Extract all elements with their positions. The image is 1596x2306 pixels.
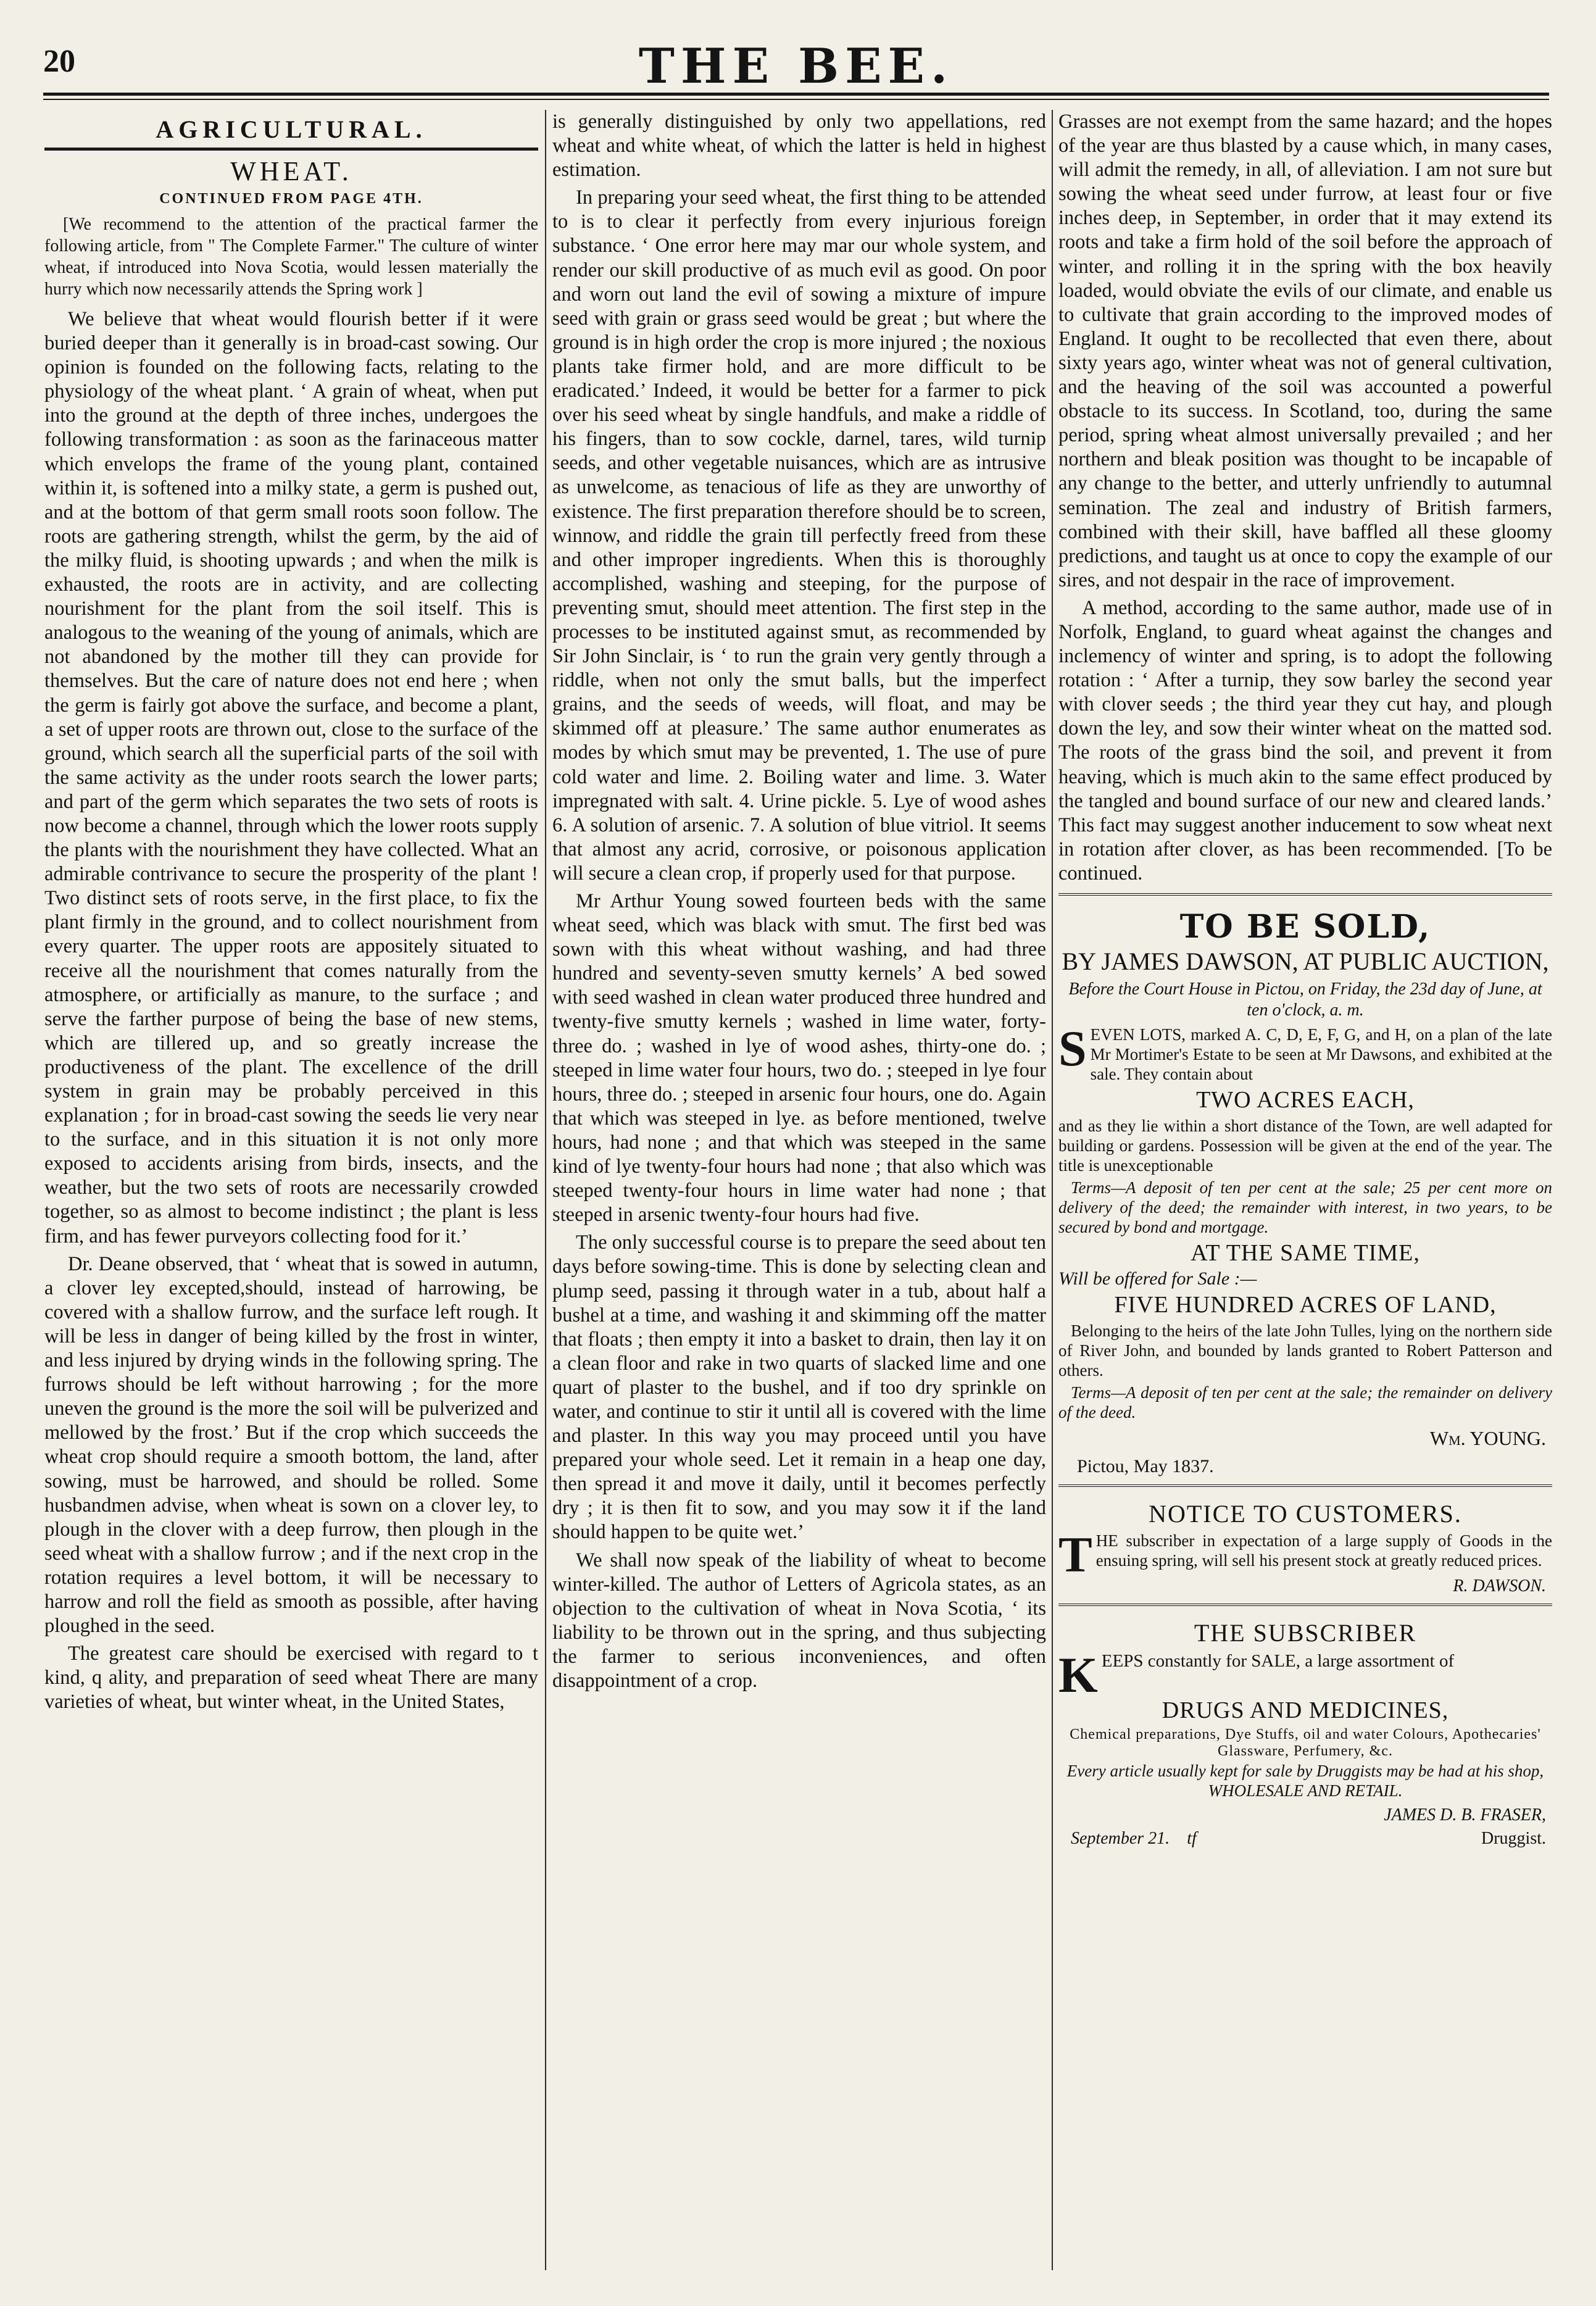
section-rule: [44, 148, 538, 151]
editor-note: [We recommend to the attention of the practical farmer the following article, from " The Complete Farmer." The culture of winter wheat, if introduced into Nova Scotia, would lessen materially the hurry which now necessarily attends the Spring work ]: [44, 215, 538, 299]
article-paragraph: The greatest care should be exercised with regard to t kind, q ality, and preparation of seed wheat There are many varieties of wheat, but winter wheat, in the United States,: [44, 1642, 538, 1713]
drugs-advertisement: [1058, 1618, 1552, 1851]
article-paragraph: Dr. Deane observed, that ‘ wheat that is sowed in autumn, a clover ley excepted,should, instead of harrowing, be covered with a shallow furrow, and the surface left rough. It will be less in danger of being killed by the frost in winter, and less injured by drying winds in the following spring. The furrows should be left without harrowing ; for the more uneven the ground is the more the soil will be pulverized and mellowed by the frost.’ But if the crop which succeeds the wheat crop should require a smooth bottom, the land, after sowing, must be harrowed, and should be rolled. Some husbandmen advise, when wheat is sown on a clover ley, to plough in the clover with a deep furrow, then plough in the seed wheat with a shallow furrow ; and if the next crop in the rotation requires a level bottom, it will be necessary to harrow and roll the field as smooth as possible, after having ploughed in the seed.: [44, 1252, 538, 1638]
ad-body: [1058, 1020, 1552, 1084]
ad-terms-2: Terms—A deposit of ten per cent at the sale; the remainder on delivery of the deed.: [1058, 1383, 1552, 1421]
column-3: [1058, 110, 1552, 2264]
ad-separator: [1058, 893, 1552, 899]
ad-title: TO BE SOLD,: [1179, 908, 1431, 946]
ad-signature: JAMES D. B. FRASER,: [1384, 1805, 1546, 1825]
article-paragraph: Grasses are not exempt from the same hazard; and the hopes of the year are thus blasted by a cause which, in many cases, will admit the remedy, in all, of alleviation. I am not sure but sowing the wheat seed under furrow, at least four or five inches deep, in September, in order that it may extend its roots and take a firm hold of the soil before the approach of winter, and rolling it in the spring with the box heavily loaded, would obviate the evils of our climate, and enable us to cultivate that grain according to the improved modes of England. It ought to be recollected that even there, about sixty years ago, winter wheat was not of general cultivation, and the heaving of the soil was accounted a powerful obstacle to its success. In Scotland, too, during the same period, spring wheat almost universally prevailed ; and her northern and bleak position was thought to be incapable of any change to the better, and utterly unfriendly to autumnal semination. The zeal and industry of British farmers, combined with their skill, have baffled all these gloomy predictions, and taught us at once to copy the example of our sires, and not despair in the race of improvement.: [1058, 110, 1552, 591]
ad-same-time: AT THE SAME TIME,: [1191, 1240, 1420, 1266]
ad-five-hundred: FIVE HUNDRED ACRES OF LAND,: [1114, 1292, 1497, 1318]
ad-line: Every article usually kept for sale by Druggists may be had at his shop, WHOLESALE AND RETAIL.: [1066, 1762, 1544, 1800]
article-paragraph: The only successful course is to prepare the seed about ten days before sowing-time. This is done by selecting clean and plump seed, passing it through water in a tub, about half a bushel at a time, and washing it and skimming off the matter that floats ; then empty it into a basket to drain, then lay it on a clean floor and rake in two quarts of slacked lime and one quart of plaster to the bushel, and if too dry sprinkle on water, and continue to stir it until all is covered with the lime and plaster. In this way you may proceed until you have prepared your whole seed. Let it remain in a heap one day, then spread it and move it daily, until it becomes perfectly dry ; it is then fit to sow, and you may sow it if the land should happen to be quite wet.’: [552, 1231, 1046, 1544]
ad-signature: R. DAWSON.: [1453, 1576, 1546, 1596]
masthead: [43, 38, 1549, 94]
ad-date: [1071, 1829, 1197, 1849]
continued-line: CONTINUED FROM PAGE 4TH.: [159, 191, 423, 207]
article-paragraph: is generally distinguished by only two appellations, red wheat and white wheat, of which the latter is held in highest estimation.: [552, 110, 1046, 181]
column-1: [44, 110, 538, 2264]
ad-date: Pictou, May 1837.: [1077, 1456, 1214, 1476]
masthead-rule: [43, 93, 1549, 96]
column-divider: [545, 110, 546, 2270]
drop-cap: T: [1058, 1526, 1092, 1583]
ad-body: [1058, 1647, 1552, 1703]
article-paragraph: A method, according to the same author, made use of in Norfolk, England, to guard wheat against the changes and inclemency of winter and spring, is to adopt the following rotation : ‘ After a turnip, they sow barley the second year with clover seeds ; the third year they cut hay, and plough down the ley, and sow their winter wheat on the matted sod. The roots of the grass bind the soil, and prevent it from heaving, which is much akin to the same effect produced by the tangled and bound surface of our new and cleared lands.’ This fact may suggest another inducement to sow wheat next in rotation after clover, as has been recommended. [To be continued.: [1058, 596, 1552, 885]
ad-body: [1058, 1526, 1552, 1583]
column-divider: [1052, 110, 1053, 2270]
notice-advertisement: [1058, 1499, 1552, 1596]
masthead-rule-thin: [43, 99, 1549, 100]
ad-italic-line: Before the Court House in Pictou, on Friday, the 23d day of June, at ten o'clock, a. m.: [1068, 980, 1542, 1020]
ad-title: NOTICE TO CUSTOMERS.: [1149, 1500, 1462, 1528]
ad-body-2: and as they lie within a short distance of the Town, are well adapted for building or gardens. Possession will be given at the end of the year. The title is unexceptionable: [1058, 1117, 1552, 1175]
tf-mark: tf: [1187, 1829, 1197, 1848]
ad-terms: Terms—A deposit of ten per cent at the sale; 25 per cent more on delivery of the deed; the remainder with interest, in two years, to be secured by bond and mortgage.: [1058, 1178, 1552, 1236]
drop-cap: K: [1058, 1647, 1098, 1703]
ad-subtitle: BY JAMES DAWSON, AT PUBLIC AUCTION,: [1062, 947, 1549, 975]
page-number: 20: [43, 44, 75, 79]
ad-body-text: EEPS constantly for SALE, a large assortment of: [1101, 1651, 1455, 1671]
ad-body-text: EVEN LOTS, marked A. C, D, E, F, G, and H, on a plan of the late Mr Mortimer's Estate to be seen at Mr Dawsons, and exhibited at the sale. They contain about: [1090, 1025, 1552, 1083]
ad-footer: [1058, 1829, 1552, 1851]
article-paragraph: We believe that wheat would flourish better if it were buried deeper than it generally is in broad-cast sowing. Our opinion is founded on the following facts, relating to the physiology of the wheat plant. ‘ A grain of wheat, when put into the ground at the depth of three inches, undergoes the following transformation : as soon as the farinaceous matter which envelops the frame of the young plant, contained within it, is softened into a milky state, a germ is pushed out, and at the bottom of that germ small roots soon follow. The roots are gathering strength, whilst the germ, by the aid of the milky fluid, is shooting upwards ; and when the milk is exhausted, the roots are in activity, and are collecting nourishment for the plant from the soil itself. This is analogous to the weaning of the young of animals, which are not abandoned by the mother till they can provide for themselves. But the care of nature does not end here ; when the germ is fairly got above the surface, and become a plant, a set of upper roots are thrown out, close to the surface of the ground, which search all the superficial parts of the soil with the same activity as the under roots search the lower parts; and part of the germ which separates the two sets of roots is now become a channel, through which the lower roots supply the plants with the nourishment they have collected. What an admirable contrivance to secure the prosperity of the plant ! Two distinct sets of roots serve, in the first place, to fix the plant firmly in the ground, and to collect nourishment from every quarter. The upper roots are appositely situated to receive all the nourishment that comes naturally from the atmosphere, or artificially as manure, to the surface ; and serve the farther purpose of being the base of new stems, which are tillered up, and so greatly increase the productiveness of the plant. The excellence of the drill system in grain may be probably perceived in this explanation ; for in broad-cast sowing the seeds lie very near to the surface, and in this situation it is not only more exposed to accidents arising from birds, insects, and the weather, but the two sets of roots are necessarily crowded together, so as almost to become indistinct ; the plant is less firm, and has fewer purveyors collecting food for it.’: [44, 308, 538, 1247]
column-2: [552, 110, 1046, 2264]
ad-line: Chemical preparations, Dye Stuffs, oil and water Colours, Apothecaries' Glassware, Perfumery, &c.: [1070, 1726, 1541, 1759]
article-paragraph: In preparing your seed wheat, the first thing to be attended to is to clear it perfectly from every injurious foreign substance. ‘ One error here may mar our whole system, and render our skill productive of as much evil as good. On poor and worn out land the evil of sowing a mixture of impure seed with grain or grass seed would be great ; but where the ground is in high order the crop is more injured ; the noxious plants take firmer hold, and are more difficult to be eradicated.’ Indeed, it would be better for a farmer to pick over his seed wheat by single handfuls, and make a riddle of his fingers, than to sow cockle, darnel, tares, wild turnip seeds, and other vegetable nuisances, which are as intrusive as unwelcome, as tenacious of life as they are unworthy of existence. The first preparation therefore should be to screen, winnow, and riddle the grain till perfectly freed from these and other improper ingredients. When this is thoroughly accomplished, washing and steeping, for the purpose of preventing smut, should meet attention. The first step in the processes to be instituted against smut, as recommended by Sir John Sinclair, is ‘ to run the grain very gently through a riddle, when not only the smut balls, but the imperfect grains, and the seeds of weeds, will float, and may be skimmed off at pleasure.’ The same author enumerates as modes by which smut may be prevented, 1. The use of pure cold water and lime. 2. Boiling water and lime. 3. Water impregnated with salt. 4. Urine pickle. 5. Lye of wood ashes 6. A solution of arsenic. 7. A solution of blue vitriol. It seems that almost any acrid, corrosive, or poisonous application will secure a clean crop, if properly used for that purpose.: [552, 186, 1046, 885]
drop-cap: S: [1058, 1020, 1087, 1076]
article-paragraph: We shall now speak of the liability of wheat to become winter-killed. The author of Letters of Agricola states, as an objection to the cultivation of wheat in Nova Scotia, ‘ its liability to be thrown out in the spring, and thus subjecting the farmer to serious inconveniences, and often disappointment of a crop.: [552, 1549, 1046, 1692]
ad-drugs: DRUGS AND MEDICINES,: [1162, 1697, 1449, 1723]
ad-druggist: Druggist.: [1481, 1829, 1546, 1848]
ad-acres: TWO ACRES EACH,: [1196, 1087, 1415, 1113]
sale-advertisement: [1058, 908, 1552, 1477]
ad-offered: Will be offered for Sale :—: [1058, 1268, 1257, 1289]
article-paragraph: Mr Arthur Young sowed fourteen beds with the same wheat seed, which was black with smut. The first bed was sown with this wheat without washing, and had three hundred and seventy-seven smutty kernels’ A bed sowed with seed washed in clean water produced three hundred and twenty-five smutty kernels ; washed in lime water, forty-three do. ; washed in lye of wood ashes, thirty-one do. ; steeped in lime water four hours, two do. ; steeped in lye four hours, three do. ; steeped in arsenic four hours, one do. Again that which was steeped in lye. as before mentioned, twelve hours, had none ; and that which was steeped in the same kind of lye twenty-four hours had none ; that also which was steeped twenty-four hours in lime water had none ; that steeped in arsenic twenty-four hours had five.: [552, 890, 1046, 1226]
section-heading: AGRICULTURAL.: [156, 115, 427, 143]
ad-title: THE SUBSCRIBER: [1194, 1619, 1417, 1647]
ad-separator: [1058, 1604, 1552, 1610]
date-text: September 21.: [1071, 1829, 1170, 1848]
paper-title: THE BEE.: [638, 38, 954, 94]
ad-signature: Wm. YOUNG.: [1429, 1427, 1546, 1449]
ad-separator: [1058, 1484, 1552, 1491]
ad-body-3: Belonging to the heirs of the late John Tulles, lying on the northern side of River John, and bounded by lands granted to Robert Patterson and others.: [1058, 1322, 1552, 1380]
ad-body-text: HE subscriber in expectation of a large supply of Goods in the ensuing spring, will sell his present stock at greatly reduced prices.: [1095, 1531, 1552, 1570]
article-title: WHEAT.: [230, 156, 352, 186]
